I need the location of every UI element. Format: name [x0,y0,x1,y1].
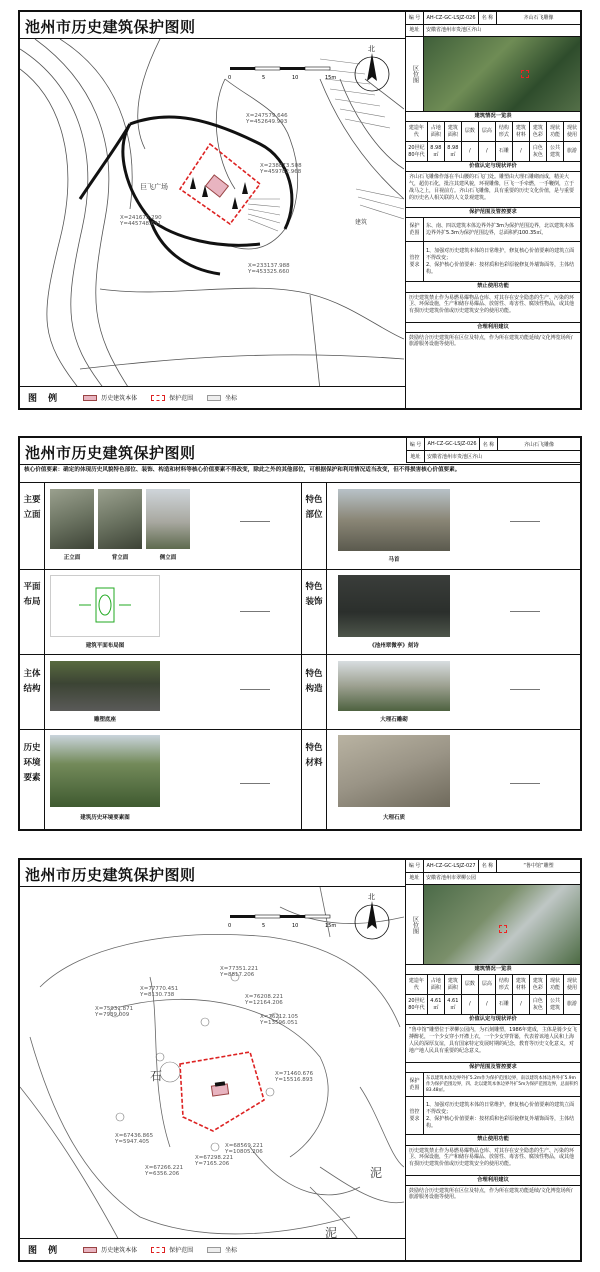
label-feature-decor: 特色装饰 [305,582,323,607]
svg-text:0: 0 [228,923,232,929]
map-panel [20,860,406,1260]
address: 安徽省池州市翠柳公园 [426,875,477,882]
building-swatch-icon [83,1247,97,1253]
coord-1y: Y=452649.993 [246,119,288,125]
forbid-title: 禁止使用功能 [406,282,580,292]
legend [20,386,405,408]
svg-text:X=75931.871: X=75931.871 [95,1006,134,1012]
legend-item: 坐标 [225,395,238,402]
photo-front [50,489,94,549]
element-grid [20,483,580,829]
map-label-building: 建筑 [355,219,368,226]
svg-text:X=71460.676: X=71460.676 [275,1071,314,1077]
svg-text:Y=12164.206: Y=12164.206 [245,1000,283,1006]
svg-text:15m: 15m [325,923,337,929]
caption: 背立面 [111,555,129,561]
label-feature-construct: 特色构造 [305,669,323,694]
label-feature-material: 特色材料 [305,743,323,768]
protection-range-text: 东以建筑本体边界外扩5.2m作为保护范围边界，南以建筑本体边界外扩5.9m作为保护范围边界，四、北以建筑本体边界外扩5m为保护范围边界，总面积约83.48㎡。 [426,1076,578,1093]
svg-text:Y=15516.893: Y=15516.893 [275,1077,313,1083]
photo-pedestal [50,661,160,711]
caption: 《池州翠微亭》刻诗 [369,643,419,649]
eval-title: 价值认定与现状评价 [406,162,580,172]
scale-bar [228,915,336,929]
north-arrow-icon [355,892,389,939]
svg-text:5: 5 [262,923,266,929]
svg-text:X=68569.221: X=68569.221 [225,1143,264,1149]
sheet-2 [18,436,582,831]
svg-text:Y=8817.206: Y=8817.206 [220,972,255,978]
page-title: 池州市历史建筑保护图则 [25,444,196,462]
svg-text:泥: 泥 [325,1226,338,1238]
use-text: 鼓励结合历史建筑所在区位及特点，作为所在建筑功能延续/文化博览场所/旅游服务设施等使用。 [409,334,573,348]
caption: 建筑历史环境要素图 [80,815,130,821]
code: AH-CZ-GC-LSJZ-026 [425,438,480,450]
legend-item: 保护范围 [169,395,194,402]
svg-text:5: 5 [262,75,266,81]
map-label-square: 巨飞广场 [140,183,168,191]
photo-inscription [338,575,450,637]
building-swatch-icon [83,395,97,401]
svg-text:北: 北 [368,893,375,901]
coord-swatch-icon [207,1247,221,1253]
building-name: 齐山石飞雕像 [523,14,554,21]
caption: 雕塑底座 [93,717,116,723]
svg-text:X=77351.221: X=77351.221 [220,966,259,972]
map-panel [20,12,406,408]
page-title: 池州市历史建筑保护图则 [25,18,196,36]
eval-text: 齐山石飞雕像作落在半山腰的石飞门处。雕塑由大理石雕砌而成，精美大气，超仿石化，批注其建风貌，环视雕像，巨飞一手牵燃，一手鞭倒，立于战马之上，目视前方。齐山石飞雕像，具有重要的历史文化价值，是与重要的历史名人相关联的人文景观建筑。 [406,172,580,208]
coord-3x: X=241675.290 [120,215,162,221]
photo-marble-build [338,661,450,711]
satellite-image [424,37,580,111]
svg-text:Y=6356.206: Y=6356.206 [145,1171,180,1177]
building-name: 齐山石飞雕像 [523,441,554,448]
req-title: 保护范围及管控要求 [406,208,580,218]
coord-3y: Y=445748.651 [120,221,162,227]
svg-text:Y=7939.009: Y=7939.009 [95,1012,130,1018]
photo-horse-head [338,489,450,551]
svg-text:Y=10805.206: Y=10805.206 [225,1149,263,1155]
sheet-1 [18,10,582,410]
legend-item: 历史建筑本体 [101,395,138,402]
label-main-facade: 主要立面 [23,495,41,520]
info-panel: 编 号 AH-CZ-GC-LSJZ-026 名 称 齐山石飞雕像 地址 安徽省池州市贵池区齐山 区位图 建筑情况一览表 建造年代 占地面积 建筑面积 层数 层高 结构形式 建筑材料 建筑色彩 现状功能 现状使用 20世纪80年代 8.98㎡ 8.98㎡ / / 石雕 / 白色灰色 公共建筑 旅游 价值认定与现状评价 齐山石飞雕像作落在半山腰的石飞门处。雕塑由大理石雕砌而成，精美大气，超仿石化，批注其建风貌，环视雕像，巨飞一手牵燃，一手鞭倒，立于战马之上，目视前方。齐山石飞雕像，具有重要的历史文化价值，是与重要的历史名人相关联的人文景观建筑。 保护范围及管控要求 保护范围 东、南、四以建筑本体边界外扩3m为保护范围边界，北以建筑本体边界外扩5.3m为保护范围边界，总面积约100.35㎡。 管控要求 1、加强对历史建筑本体的日常维护，修复核心价值要素的建筑立面不得改变； 2、保护核心价值要素：按材质和色彩原貌修复外墙饰面等，主体结构。 禁止使用功能 历史建筑禁止作为易燃易爆物品仓库、对其存在安全隐患的生产、污染的环卫、环保设施，生产和储存易爆品、放射性、毒害性、腐蚀性物品，或其他有损历史建筑价值或历史建筑安全的使用功能。 合理利用建议 鼓励结合历史建筑所在区位及特点，作为所在建筑功能延续/文化博览场所/旅游服务设施等使用。 [406,12,580,408]
label-feature-part: 特色部位 [305,495,323,520]
legend: 图 例 历史建筑本体 保护范围 坐标 [20,1238,405,1260]
legend-label: 图 例 [28,394,62,404]
site-map-drawing [20,887,404,1238]
svg-text:泥: 泥 [370,1166,383,1180]
address: 安徽省池州市贵池区齐山 [427,454,483,460]
photo-environment [50,735,160,807]
label-main-structure: 主体结构 [23,669,41,694]
range-swatch-icon [151,395,165,401]
coord-4y: Y=453325.660 [248,269,290,275]
svg-text:10: 10 [292,75,299,81]
caption: 建筑平面布局图 [85,643,125,649]
code: AH-CZ-GC-LSJZ-026 [424,12,479,24]
svg-text:X=77770.451: X=77770.451 [140,986,179,992]
coord-4x: X=233137.988 [248,263,290,269]
caption: 大理石雕砌 [380,717,408,723]
site-map-drawing [20,39,404,386]
coord-2y: Y=459782.968 [260,169,302,175]
use-title: 合理利用建议 [406,323,580,333]
caption: 侧立面 [159,555,177,561]
caption: 正立面 [63,555,81,561]
forbid-text: 历史建筑禁止作为易燃易爆物品仓库、对其存在安全隐患的生产、污染的环卫、环保设施，生产和储存易爆品、放射性、毒害性、腐蚀性物品，或其他有损历史建筑价值或历史建筑安全的使用功能。 [406,293,580,323]
header-info: 编 号 AH-CZ-GC-LSJZ-026 名 称 齐山石飞雕像 地址 安徽省池州市贵池区齐山 [406,438,580,463]
plan-drawing [50,575,160,637]
control-text: 1、加强对历史建筑本体的日常维护，修复核心价值要素的建筑立面不得改变； 2、保护核心价值要素：按材质和色彩原貌修复外墙饰面等，主体结构。 [426,248,575,275]
use-text: 鼓励结合历史建筑所在区位及特点，作为所在建筑功能延续/文化博览场所/旅游服务设施等使用。 [409,1187,573,1201]
eval-text: “鲁中馆”雕塑位于翠柳公园内，为石刻雕塑，1986年建成，主体是骑少女飞搏醉花，一个少女穿小开襟上衣，一个少女穿背篓，代表着该地人民和上海人民的深厚友谊，具有国家特定发展时期的纪念，教育等历史文化意义，对地产地人民具有重要的纪念意义。 [406,1025,580,1063]
protection-range-text: 东、南、四以建筑本体边界外扩3m为保护范围边界，北以建筑本体边界外扩5.3m为保护范围边界，总面积约100.35㎡。 [426,223,575,236]
coord-2x: X=238873.508 [260,163,302,169]
coord-1x: X=247579.646 [246,113,288,119]
code: AH-CZ-GC-LSJZ-027 [424,860,479,872]
location-label: 区位图 [406,37,424,111]
svg-text:X=76212.105: X=76212.105 [260,1014,299,1020]
label-historic-env: 历史环境要素 [23,743,41,783]
building-name: “鲁中馆”雕塑 [523,862,554,869]
label-plan-layout: 平面布局 [23,582,41,607]
page-title: 池州市历史建筑保护图则 [25,866,196,884]
sheet-3 [18,858,582,1262]
coord-swatch-icon [207,395,221,401]
control-text: 1、加强对历史建筑本体的日常维护，修复核心价值要素的建筑立面不得改变； 2、保护核心价值要素：按材质和色彩原貌修复外墙饰面等，主体结构。 [426,1102,575,1129]
core-value-intro: 核心价值要素：确定的体现历史风貌特色部位、装饰、构造和材料等核心价值要素不得改变，除此之外的其他部位，可根据保护和利用情况适当改变，但不得损害核心价值要素。 [24,467,461,473]
photo-side [146,489,190,549]
scale-bar [228,67,336,81]
svg-text:X=76208.221: X=76208.221 [245,994,284,1000]
svg-text:X=67298.221: X=67298.221 [195,1155,234,1161]
caption: 大理石质 [382,815,405,821]
svg-text:Y=8130.738: Y=8130.738 [140,992,175,998]
stats-header-row: 建造年代 占地面积 建筑面积 层数 层高 结构形式 建筑材料 建筑色彩 现状功能 现状使用 [406,122,580,142]
building-footprint [206,175,229,197]
site-map [20,39,405,386]
svg-text:0: 0 [228,75,232,81]
caption: 马首 [388,557,400,563]
range-swatch-icon [151,1247,165,1253]
forbid-text: 历史建筑禁止作为易燃易爆物品仓库、对其存在安全隐患的生产、污染的环卫、环保设施，生产和储存易爆品、放射性、毒害性、腐蚀性物品，或其他有损历史建筑价值或历史建筑安全的使用功能。 [406,1146,580,1176]
svg-text:石: 石 [150,1069,163,1083]
site-map [20,887,405,1238]
address: 安徽省池州市贵池区齐山 [426,27,482,34]
svg-text:Y=5947.405: Y=5947.405 [115,1139,150,1145]
svg-text:10: 10 [292,923,299,929]
stats-title: 建筑情况一览表 [406,112,580,122]
photo-back [98,489,142,549]
info-panel: 编 号 AH-CZ-GC-LSJZ-027 名 称 “鲁中馆”雕塑 地址 安徽省池州市翠柳公园 区位图 建筑情况一览表 建造年代 占地面积 建筑面积 层数 层高 结构形式 建筑材料 建筑色彩 现状功能 现状使用 20世纪80年代 4.61㎡ 4.61㎡ / / 石雕 / 白色灰色 公共建筑 旅游 价值认定与现状评价 “鲁中馆”雕塑位于翠柳公园内，为石刻雕塑，1986年建成，主体是骑少女飞搏醉花，一个少女穿小开襟上衣，一个少女穿背篓，代表着该地人民和上海人民的深厚友谊，具有国家特定发展时期的纪念，教育等历史文化意义，对地产地人民具有重要的纪念意义。 保护范围及管控要求 保护范围 东以建筑本体边界外扩5.2m作为保护范围边界，南以建筑本体边界外扩5.9m作为保护范围边界，四、北以建筑本体边界外扩5m为保护范围边界，总面积约83.48㎡。 管控要求 1、加强对历史建筑本体的日常维护，修复核心价值要素的建筑立面不得改变； 2、保护核心价值要素：按材质和色彩原貌修复外墙饰面等，主体结构。 禁止使用功能 历史建筑禁止作为易燃易爆物品仓库、对其存在安全隐患的生产、污染的环卫、环保设施，生产和储存易爆品、放射性、毒害性、腐蚀性物品，或其他有损历史建筑价值或历史建筑安全的使用功能。 合理利用建议 鼓励结合历史建筑所在区位及特点，作为所在建筑功能延续/文化博览场所/旅游服务设施等使用。 [406,860,580,1260]
svg-text:北: 北 [368,45,375,53]
photo-marble-material [338,735,450,807]
svg-text:Y=7165.206: Y=7165.206 [195,1161,230,1167]
svg-text:X=67266.221: X=67266.221 [145,1165,184,1171]
svg-text:Y=13596.051: Y=13596.051 [260,1020,298,1026]
svg-text:X=67436.865: X=67436.865 [115,1133,154,1139]
satellite-image [424,885,580,964]
svg-text:15m: 15m [325,75,337,81]
stats-value-row: 20世纪80年代 8.98㎡ 8.98㎡ / / 石雕 / 白色灰色 公共建筑 旅游 [406,142,580,162]
